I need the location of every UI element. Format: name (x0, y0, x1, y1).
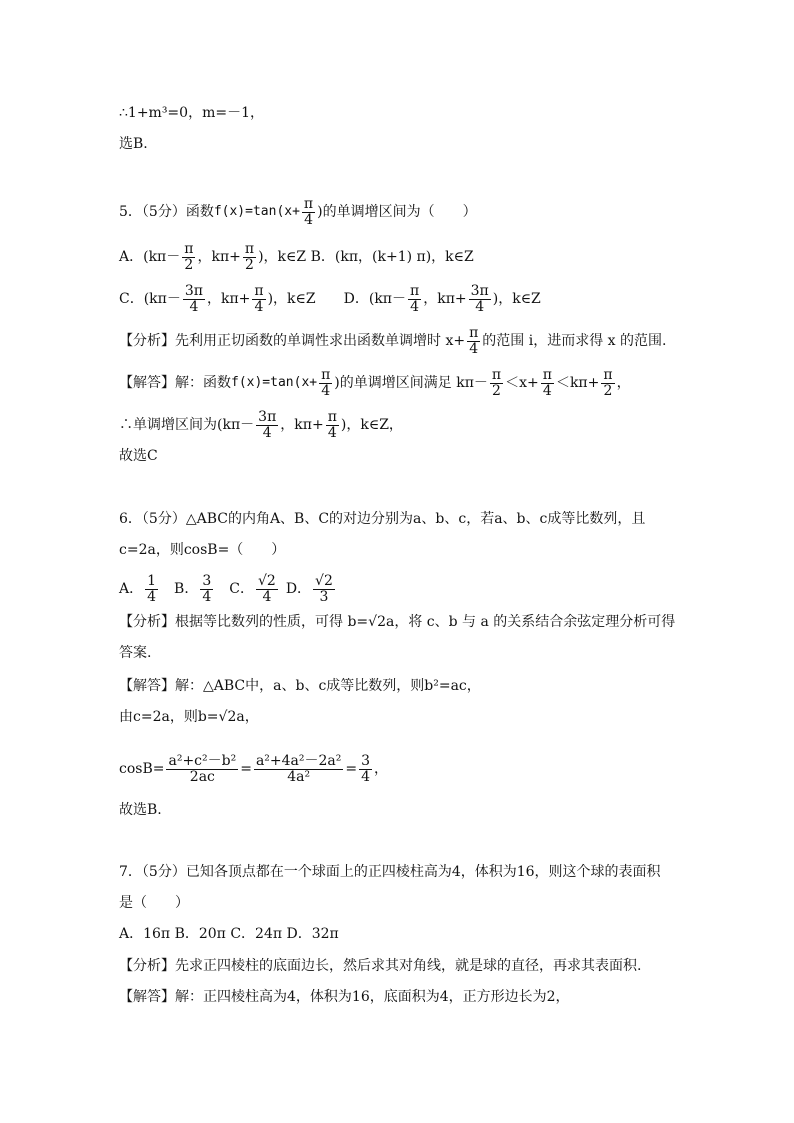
q5-options-ab: A．(kπ－ $\frac{\pi}{2}$ ，kπ+ $\frac{\pi}{2}$ )，k∈Z B．(kπ，(k+1) π)，k∈Z (119, 241, 474, 273)
q5-answer: 故选C (119, 448, 158, 464)
fraction: $\frac{\pi}{2}$ (184, 241, 194, 273)
fraction: $\frac{√2}{3}$ (315, 573, 333, 605)
fraction: $\frac{\pi}{4}$ (254, 283, 264, 315)
q6-solution-2: 由c=2a，则b= √2 a， (119, 709, 259, 725)
q6-answer: 故选B. (119, 802, 162, 818)
q7-solution: 【解答】解：正四棱柱高为4，体积为16，底面积为4，正方形边长为2， (119, 989, 570, 1005)
fraction: $\frac{3\pi}{4}$ (470, 283, 489, 315)
q7-options: A．16π B．20π C．24π D．32π (119, 926, 339, 942)
fraction: $\frac{\pi}{4}$ (327, 409, 337, 441)
q6-analysis-1: 【分析】根据等比数列的性质，可得 b= √2 a，将 c、b 与 a 的关系结合余弦定理分析可得 (119, 614, 676, 630)
fraction: $\frac{\pi}{4}$ (303, 196, 314, 228)
q6-options: A． $\frac{1}{4}$ B． $\frac{3}{4}$ C． $\frac{√2}{4}$ D． $\frac{√2}{3}$ (119, 573, 333, 605)
q6-cos-formula: cosB= $\frac{\text{a²+c²－b²}}{2ac}$ = $\frac{\text{a²+4a²－2a²}}{\text{4a²}}$ = $\frac{3}{4}$ ， (119, 753, 389, 785)
q5-analysis: 【分析】先利用正切函数的单调性求出函数单调增时 x+ $\frac{\pi}{4}$ 的范围 i，进而求得 x 的范围. (119, 325, 667, 357)
line-choose: 选B. (119, 136, 148, 152)
fraction: $\frac{√2}{4}$ (257, 573, 276, 605)
q5-stem: 5．（5分）函数 f(x)=tan(x+ $\frac{\pi}{4}$ )的单调增区间为（ ） (119, 196, 477, 228)
q6-analysis-2: 答案. (119, 645, 152, 661)
fraction: $\frac{\pi}{2}$ (244, 241, 255, 273)
fraction: $\frac{3}{4}$ (202, 573, 212, 605)
fraction: $\frac{\text{a²+4a²－2a²}}{\text{4a²}}$ (255, 753, 342, 785)
fraction: $\frac{\pi}{2}$ (491, 367, 502, 399)
fraction: $\frac{\pi}{4}$ (410, 283, 420, 315)
q5-options-cd: C．(kπ－ $\frac{3\pi}{4}$ ，kπ+ $\frac{\pi}{4}$ )，k∈Z D．(kπ－ $\frac{\pi}{4}$ ，kπ+ $\frac{3\pi}{4}$ )，k∈Z (119, 283, 541, 315)
q5-solution: 【解答】解：函数 f(x)=tan(x+ $\frac{\pi}{4}$ )的单调增区间满足 kπ－ $\frac{\pi}{2}$ ＜x+ $\frac{\pi}{4}$ ＜kπ+ $\frac{\pi}{2}$ ， (119, 367, 631, 399)
q7-analysis: 【分析】先求正四棱柱的底面边长，然后求其对角线，就是球的直径，再求其表面积. (119, 958, 642, 974)
q7-stem-2: 是（ ） (119, 895, 189, 911)
fraction: $\frac{\pi}{2}$ (603, 367, 613, 399)
q7-stem-1: 7．（5分）已知各顶点都在一个球面上的正四棱柱高为4，体积为16，则这个球的表面积 (119, 864, 661, 880)
q6-solution-1: 【解答】解：△ABC中，a、b、c成等比数列，则b²=ac， (119, 678, 481, 694)
fraction: $\frac{\pi}{4}$ (542, 367, 552, 399)
fraction: $\frac{3\pi}{4}$ (258, 409, 277, 441)
fraction: $\frac{3\pi}{4}$ (184, 283, 203, 315)
fraction: $\frac{\text{a²+c²－b²}}{2ac}$ (168, 753, 237, 785)
fraction: $\frac{3}{4}$ (361, 753, 371, 785)
fraction: $\frac{\pi}{4}$ (321, 367, 331, 399)
line-conclusion: ∴1+m³=0，m=－1， (119, 105, 264, 121)
q6-stem-2: c=2a，则cosB=（ ） (119, 542, 286, 558)
q6-stem-1: 6．（5分）△ABC的内角A、B、C的对边分别为a、b、c，若a、b、c成等比数列，且 (119, 511, 646, 527)
fraction: $\frac{\pi}{4}$ (469, 325, 479, 357)
fraction: $\frac{1}{4}$ (147, 573, 157, 605)
q5-interval: ∴单调增区间为(kπ－ $\frac{3\pi}{4}$ ，kπ+ $\frac{\pi}{4}$ )，k∈Z， (119, 409, 403, 441)
